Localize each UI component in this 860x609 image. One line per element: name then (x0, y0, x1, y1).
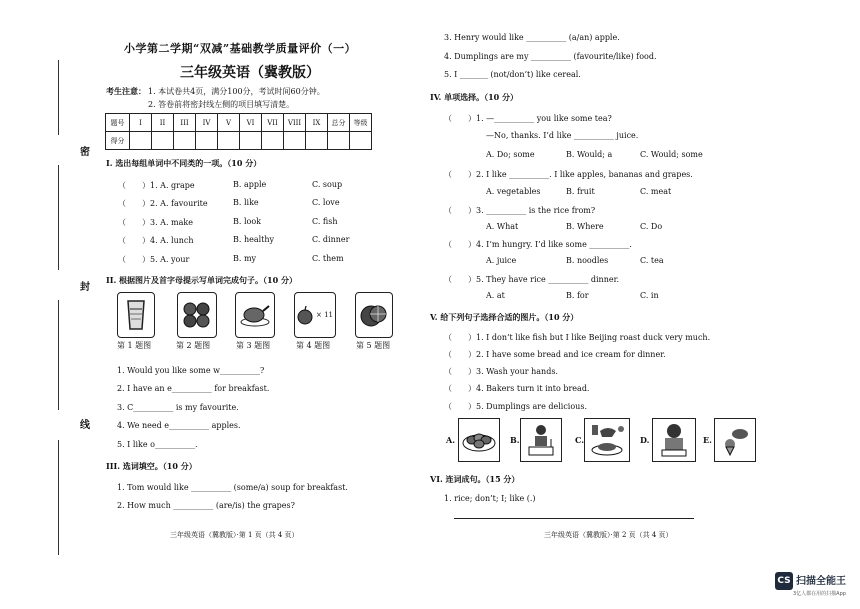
section2-title: II. 根据图片及首字母提示写单词完成句子。（10 分） (106, 275, 297, 285)
camscanner-logo-icon: CS (775, 572, 793, 590)
score-cell: II (152, 114, 174, 132)
s4-item1-c: C. Would; some (640, 150, 703, 159)
baker-icon (656, 422, 692, 458)
s4-item1-b: B. Would; a (566, 150, 613, 159)
s2-item2: 2. I have an e__________ for breakfast. (117, 384, 270, 393)
score-input-cell[interactable] (218, 132, 240, 150)
s2-item1: 1. Would you like some w__________? (117, 366, 265, 375)
s1-item3-b: B. look (233, 217, 262, 226)
score-cell: V (218, 114, 240, 132)
s3-item2: 2. How much __________ (are/is) the grapes? (117, 501, 295, 510)
s4-item5-a: A. at (486, 291, 505, 300)
s4-item2: （ ）2. I like __________. I like apples, bananas and grapes. (444, 170, 693, 179)
s2-item3: 3. C__________ is my favourite. (117, 403, 239, 412)
score-cell: 等级 (350, 114, 372, 132)
score-cell: VIII (284, 114, 306, 132)
note-2: 2. 答卷前将密封线左侧的项目填写清楚。 (148, 100, 295, 109)
score-table (105, 113, 372, 150)
s1-item5: （ ）5. A. your (118, 255, 190, 264)
s4-item4-b: B. noodles (566, 256, 609, 265)
s4-item2-c: C. meat (640, 187, 672, 196)
s4-item5-b: B. for (566, 291, 589, 300)
picture-eggs (177, 292, 217, 338)
answer-line[interactable] (454, 518, 694, 519)
picture-washing-hands (520, 418, 562, 462)
seal-char-mi: 密 (80, 147, 90, 158)
eggs-icon (181, 301, 213, 329)
section5-title: V. 给下列句子选择合适的图片。（10 分） (430, 312, 579, 322)
pic-label-5: 第 5 题图 (356, 341, 391, 350)
s4-item3-a: A. What (486, 222, 519, 231)
s3-item5: 5. I _______ (not/don’t) like cereal. (444, 70, 581, 79)
s1-item3-c: C. fish (312, 217, 338, 226)
exam-title: 小学第二学期“双减”基础教学质量评价（一） (124, 42, 357, 55)
seal-line-bottom (58, 440, 59, 555)
picture-apple (294, 292, 336, 338)
score-input-cell[interactable] (350, 132, 372, 150)
s4-item5-c: C. in (640, 291, 659, 300)
seal-char-xian: 线 (80, 420, 90, 431)
score-input-cell[interactable] (152, 132, 174, 150)
pic-label-4: 第 4 题图 (296, 341, 331, 350)
s1-item1: （ ）1. A. grape (118, 181, 195, 190)
picture-roast-duck (584, 418, 630, 462)
picture-chicken (235, 292, 275, 338)
s1-item2-c: C. love (312, 198, 340, 207)
roast-duck-icon (588, 423, 626, 457)
s5-item5: （ ）5. Dumplings are delicious. (444, 402, 587, 411)
seal-line-mid (58, 165, 59, 270)
score-cell: IX (306, 114, 328, 132)
pic-letter-a: A. (446, 435, 455, 445)
score-table-header-row (106, 114, 372, 132)
score-input-cell[interactable] (262, 132, 284, 150)
pic-letter-c: C. (575, 435, 585, 445)
section1-title: I. 选出每组单词中不同类的一项。（10 分） (106, 158, 262, 168)
s5-item1: （ ）1. I don’t like fish but I like Beijing roast duck very much. (444, 333, 711, 342)
score-cell: 题号 (106, 114, 130, 132)
s5-item4: （ ）4. Bakers turn it into bread. (444, 384, 590, 393)
s4-item3: （ ）3. __________ is the rice from? (444, 206, 596, 215)
pic-label-2: 第 2 题图 (176, 341, 211, 350)
pic-letter-b: B. (510, 435, 520, 445)
s1-item1-c: C. soup (312, 180, 343, 189)
glass-icon (125, 299, 147, 331)
pic-letter-d: D. (640, 435, 650, 445)
s1-item2-b: B. like (233, 198, 259, 207)
s4-item1-line2: —No, thanks. I’d like __________ juice. (486, 131, 639, 140)
seal-char-feng: 封 (80, 282, 90, 293)
score-input-cell[interactable] (284, 132, 306, 150)
apple-icon (297, 305, 313, 325)
s4-item5: （ ）5. They have rice __________ dinner. (444, 275, 620, 284)
wash-hands-icon (525, 423, 557, 457)
s1-item2: （ ）2. A. favourite (118, 199, 208, 208)
s1-item4-c: C. dinner (312, 235, 350, 244)
s4-item2-b: B. fruit (566, 187, 595, 196)
score-cell: VI (240, 114, 262, 132)
score-cell: 总分 (328, 114, 350, 132)
pic-letter-e: E. (703, 435, 712, 445)
watermark-subtitle: 3亿人都在用的扫描App (793, 591, 846, 597)
pic-label-3: 第 3 题图 (236, 341, 271, 350)
s2-item4: 4. We need e__________ apples. (117, 421, 241, 430)
note-label: 考生注意： (106, 86, 146, 96)
s3-item3: 3. Henry would like __________ (a/an) apple. (444, 33, 620, 42)
section3-title: III. 选词填空。（10 分） (106, 461, 197, 471)
picture-oranges (355, 292, 393, 338)
s1-item4-b: B. healthy (233, 235, 275, 244)
s5-item2: （ ）2. I have some bread and ice cream for dinner. (444, 350, 666, 359)
footer-right: 三年级英语（冀教版）·第 2 页（共 4 页） (544, 531, 673, 539)
section4-title: IV. 单项选择。（10 分） (430, 92, 519, 102)
s4-item2-a: A. vegetables (486, 187, 541, 196)
score-cell: III (174, 114, 196, 132)
score-input-cell[interactable] (240, 132, 262, 150)
score-input-cell[interactable] (328, 132, 350, 150)
s1-item3: （ ）3. A. make (118, 218, 193, 227)
s4-item1: （ ）1. —__________ you like some tea? (444, 114, 612, 123)
score-input-cell[interactable] (306, 132, 328, 150)
picture-baker (652, 418, 696, 462)
score-input-cell[interactable] (174, 132, 196, 150)
bread-icecream-icon (720, 424, 750, 456)
note-1: 1. 本试卷共4页，满分100分，考试时间60分钟。 (148, 87, 325, 96)
s5-item3: （ ）3. Wash your hands. (444, 367, 558, 376)
footer-left: 三年级英语（冀教版）·第 1 页（共 4 页） (170, 531, 299, 539)
score-table-score-row (106, 132, 372, 150)
s1-item5-b: B. my (233, 254, 257, 263)
s6-item1: 1. rice; don’t; I; like (.) (444, 494, 536, 503)
s4-item4: （ ）4. I’m hungry. I’d like some __________. (444, 240, 632, 249)
s1-item5-c: C. them (312, 254, 344, 263)
seal-line-lower (58, 300, 59, 410)
dumplings-icon (462, 427, 496, 453)
score-cell: VII (262, 114, 284, 132)
pic-label-1: 第 1 题图 (117, 341, 152, 350)
s4-item3-c: C. Do (640, 222, 663, 231)
picture-dumplings (458, 418, 500, 462)
score-cell: I (130, 114, 152, 132)
s4-item4-c: C. tea (640, 256, 664, 265)
s3-item4: 4. Dumplings are my __________ (favourite/like) food. (444, 52, 657, 61)
score-row-label: 得分 (106, 132, 130, 150)
score-input-cell[interactable] (196, 132, 218, 150)
s2-item5: 5. I like o__________. (117, 440, 198, 449)
s1-item4: （ ）4. A. lunch (118, 236, 194, 245)
picture-water-glass (117, 292, 155, 338)
exam-subtitle: 三年级英语（冀教版） (180, 65, 320, 81)
picture-bread-icecream (714, 418, 756, 462)
s4-item3-b: B. Where (566, 222, 604, 231)
s4-item1-a: A. Do; some (486, 150, 535, 159)
section6-title: VI. 连词成句。（15 分） (430, 474, 520, 484)
s1-item1-b: B. apple (233, 180, 267, 189)
score-input-cell[interactable] (130, 132, 152, 150)
pic4-multiplier: × 11 (316, 311, 333, 319)
s3-item1: 1. Tom would like __________ (some/a) soup for breakfast. (117, 483, 348, 492)
orange-icon (359, 301, 389, 329)
roast-chicken-icon (239, 302, 271, 328)
watermark-brand: 扫描全能王 (796, 576, 846, 587)
score-cell: IV (196, 114, 218, 132)
seal-line-top (58, 60, 59, 135)
s4-item4-a: A. juice (486, 256, 517, 265)
